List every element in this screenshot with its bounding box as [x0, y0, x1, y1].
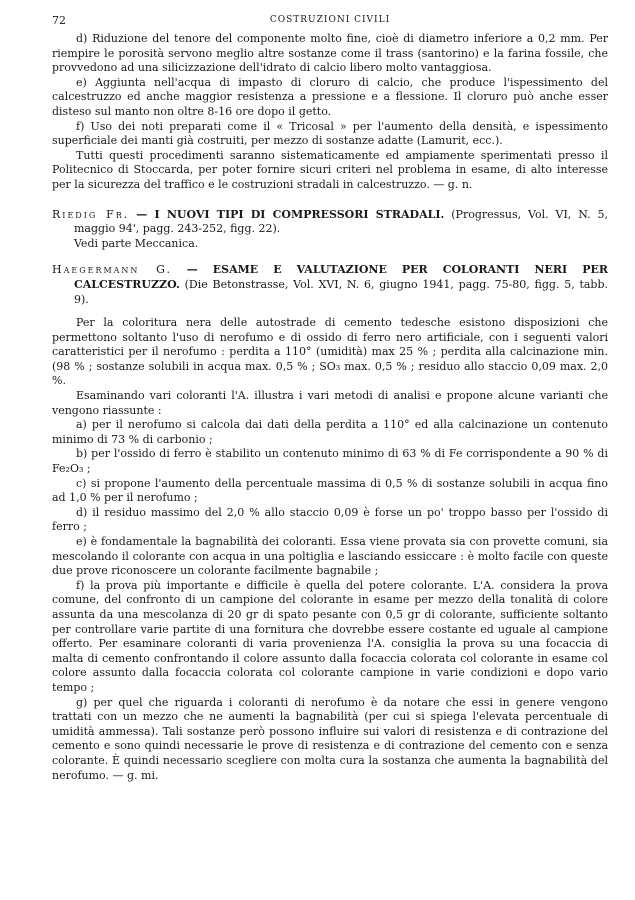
paragraph: f) Uso dei noti preparati come il « Tricosal » per l'aumento della densità, e ispessimento superficiale dei manti già costruiti, per mezzo di sostanze adatte (Lamurit, ecc.). — [52, 119, 608, 148]
paragraph: c) si propone l'aumento della percentuale massima di 0,5 % di sostanze solubili in acqua fino ad 1,0 % per il nerofumo ; — [52, 476, 608, 505]
running-title: COSTRUZIONI CIVILI — [269, 15, 391, 25]
entry-author: Riedig Fr. — [52, 207, 130, 221]
section-continuation — [52, 32, 608, 193]
paragraph: e) è fondamentale la bagnabilità dei coloranti. Essa viene provata sia con provette comuni, sia mescolando il colorante con acqua in una poltiglia e lasciando essiccare : è molto facile con queste due prove riconoscere un colorante facilmente bagnabile ; — [52, 535, 608, 578]
entry-heading — [52, 263, 608, 307]
paragraph: g) per quel che riguarda i coloranti di nerofumo è da notare che essi in genere vengono trattati con un mezzo che ne aumenti la bagnabilità (per cui si spiega l'elevata percentuale di umidità ammessa). Tali sostanze però possono influire sui valori di resistenza e di contrazione del cemento e sono quindi necessarie le prove di resistenza e di contrazione del cemento con e senza colorante. È quindi necessario scegliere con molta cura la sostanza che aumenta la bagnabilità del nerofumo. — g. mi. — [52, 695, 608, 782]
page-header — [52, 14, 608, 32]
page — [52, 14, 608, 783]
entry-note: Vedi parte Meccanica. — [74, 236, 199, 250]
paragraph: a) per il nerofumo si calcola dai dati della perdita a 110° ed alla calcinazione un contenuto minimo di 73 % di carbonio ; — [52, 418, 608, 446]
entry-author: Haegermann G. — [52, 263, 173, 277]
paragraph: Tutti questi procedimenti saranno sistematicamente ed ampiamente sperimentati presso il Politecnico di Stoccarda, per poter fornire sicuri criteri nel problema in esame, di alto interesse per la sicurezza del traffico e le costruzioni stradali in calcestruzzo. — g. n. — [52, 148, 608, 191]
paragraph: b) per l'ossido di ferro è stabilito un contenuto minimo di 63 % di Fe corrispondente a 90 % di Fe₂O₃ ; — [52, 447, 608, 476]
bibliography-entry — [52, 208, 608, 252]
paragraph: d) il residuo massimo del 2,0 % allo staccio 0,09 è forse un po' troppo basso per l'ossido di ferro ; — [52, 505, 608, 534]
entry-citation: (Die Betonstrasse, Vol. XVI, N. 6, giugno 1941, pagg. 75-80, figg. 5, tabb. 9). — [74, 277, 609, 306]
paragraph: f) la prova più importante e difficile è quella del potere colorante. L'A. considera la prova comune, del confronto di un campione del colorante in esame per mezzo della tonalità di colore assunta da una mescolanza di 20 gr di spato pesante con 0,5 gr di colorante, sufficiente soltanto per controllare varie partite di una fornitura che dovrebbe essere costante ed uguale al campione offerto. Per esaminare coloranti di varia provenienza l'A. consiglia la prova su una focaccia di malta di cemento confrontando il colore assunto dalla focaccia colorata col colorante in esame col colore assunto dalla focaccia colorata col colorante campione in varie condizioni e dopo vario tempo ; — [52, 578, 608, 694]
paragraph: Per la coloritura nera delle autostrade di cemento tedesche esistono disposizioni che permettono soltanto l'uso di nerofumo e di ossido di ferro nero artificiale, con i seguenti valori caratteristici per il nerofumo : perdita a 110° (umidità) max 25 % ; perdita alla calcinazione min. (98 % ; sostanze solubili in acqua max. 0,5 % ; SO₃ max. 0,5 % ; residuo allo staccio 0,09 max. 2,0 %. — [52, 316, 608, 388]
paragraph: Esaminando vari coloranti l'A. illustra i vari metodi di analisi e propone alcune varianti che vengono riassunte : — [52, 389, 608, 417]
entry-title: — ESAME E VALUTAZIONE PER COLORANTI NERI PER CALCESTRUZZO. — [74, 263, 608, 291]
bibliography-entry — [52, 263, 608, 783]
entry-citation: (Progressus, Vol. VI, N. 5, maggio 94', pagg. 243-252, figg. 22). — [74, 207, 609, 236]
page-number: 72 — [52, 14, 66, 27]
paragraph: d) Riduzione del tenore del componente molto fine, cioè di diametro inferiore a 0,2 mm. Per riempire le porosità servono meglio altre sostanze come il trass (santorino) e la farina fossile, che provvedono ad una silicizzazione dell'idrato di calcio libero molto vantaggiosa. — [52, 32, 608, 75]
paragraph: e) Aggiunta nell'acqua di impasto di cloruro di calcio, che produce l'ispessimento del calcestruzzo ed anche maggior resistenza a pressione e a flessione. Il cloruro può anche esser disteso sul manto non oltre 8-16 ore dopo il getto. — [52, 75, 608, 118]
entry-title: — I NUOVI TIPI DI COMPRESSORI STRADALI. — [136, 207, 445, 221]
entry-heading — [52, 208, 608, 237]
